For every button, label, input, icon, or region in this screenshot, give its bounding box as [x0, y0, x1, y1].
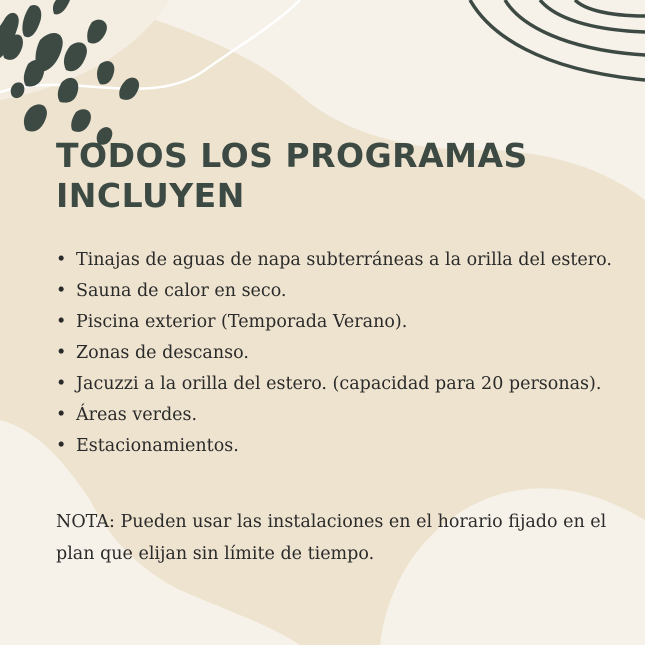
list-item: • Tinajas de aguas de napa subterráneas a la orilla del estero.: [56, 245, 612, 276]
list-item: • Zonas de descanso.: [56, 338, 612, 369]
list-item: • Estacionamientos.: [56, 431, 612, 462]
list-item: • Áreas verdes.: [56, 400, 612, 431]
page-title: [56, 136, 528, 216]
title-line-2: INCLUYEN: [56, 176, 245, 215]
list-item: • Sauna de calor en seco.: [56, 276, 612, 307]
features-list: [56, 245, 612, 462]
list-item: • Jacuzzi a la orilla del estero. (capacidad para 20 personas).: [56, 369, 612, 400]
note-text: NOTA: Pueden usar las instalaciones en el horario fijado en el plan que elijan sin límite de tiempo.: [56, 512, 607, 564]
list-item: • Piscina exterior (Temporada Verano).: [56, 307, 612, 338]
title-line-1: TODOS LOS PROGRAMAS: [56, 136, 528, 175]
